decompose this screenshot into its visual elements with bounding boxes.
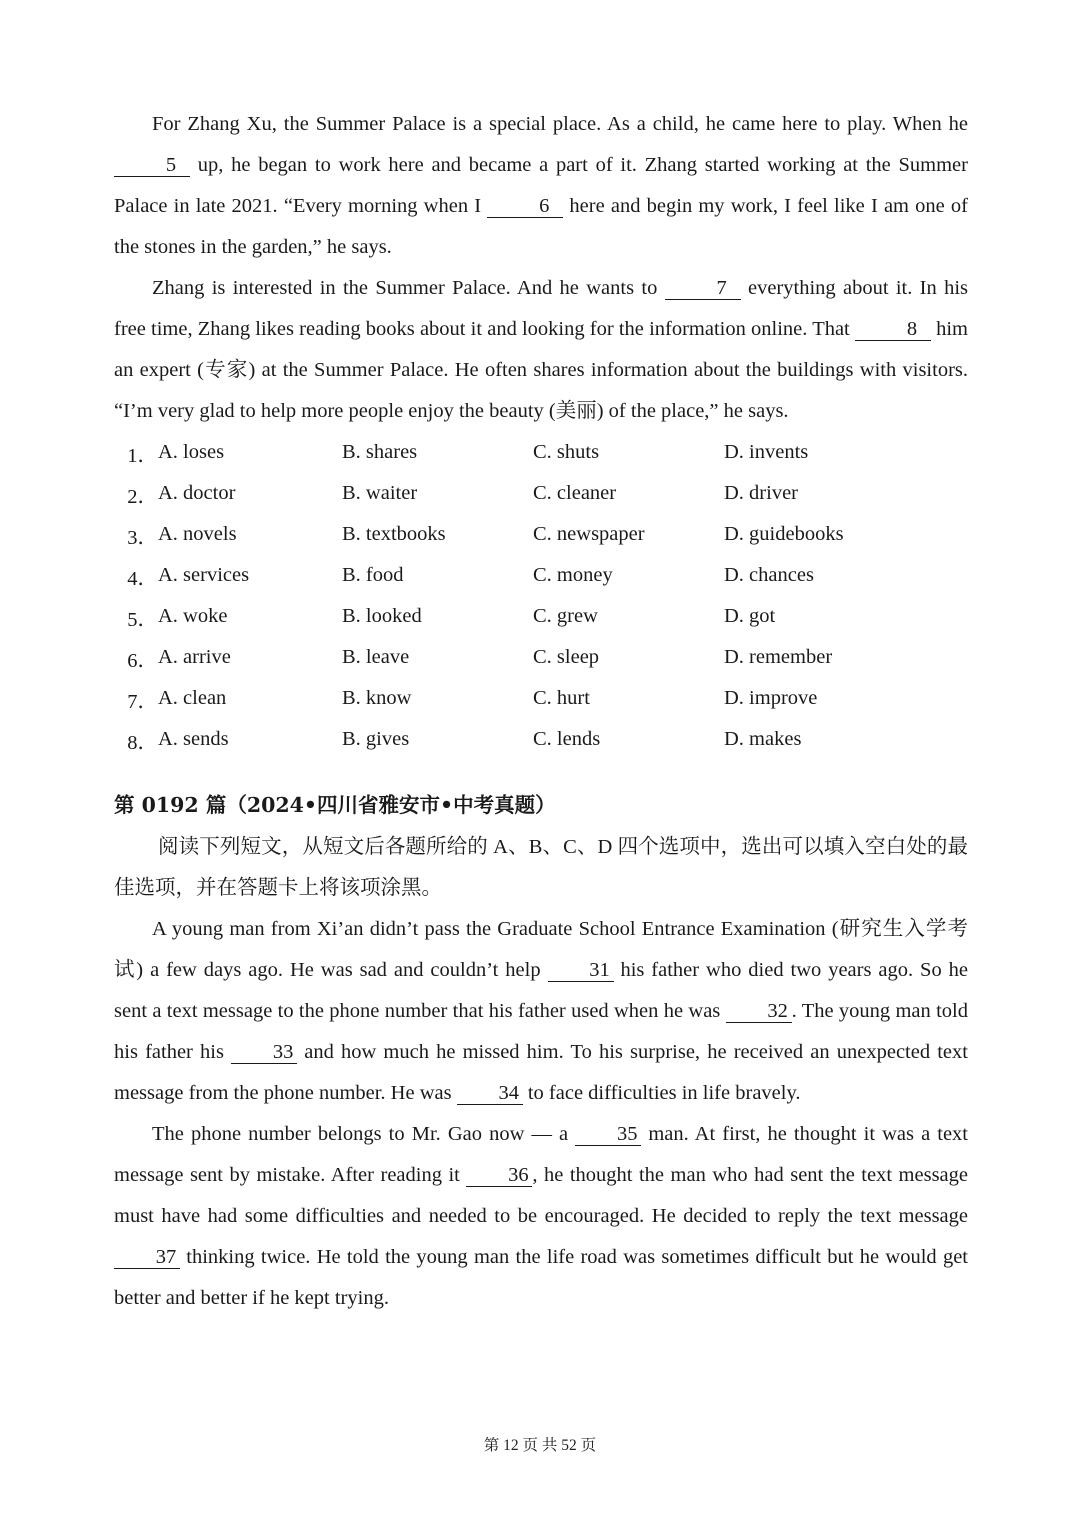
section-instruction: 阅读下列短文，从短文后各题所给的 A、B、C、D 四个选项中，选出可以填入空白处的最佳选项，并在答题卡上将该项涂黑。 bbox=[114, 836, 968, 899]
text-run: everything about it. In his free time, Zhang likes reading books about it and looking for the information online. That bbox=[114, 277, 968, 340]
text-run: man. At first, he thought it was a text message sent by mistake. After reading it bbox=[114, 1123, 968, 1186]
text-run: here and begin my work, I feel like I am one of the stones in the garden,” he says. bbox=[114, 195, 969, 258]
option-c: C. hurt bbox=[533, 687, 590, 709]
option-c: C. cleaner bbox=[533, 482, 617, 504]
question-number: 5． bbox=[127, 608, 158, 631]
blank-35: 35 bbox=[575, 1123, 641, 1146]
option-b: B. looked bbox=[342, 605, 422, 627]
text-run: thinking twice. He told the young man the life road was sometimes difficult but he would get better and better if he kept trying. bbox=[114, 1246, 968, 1309]
blank-5: 5 bbox=[114, 154, 190, 177]
option-d: D. makes bbox=[724, 728, 802, 750]
question-number: 2． bbox=[127, 485, 158, 508]
text-run: and how much he missed him. To his surprise, he received an unexpected text message from the phone number. He was bbox=[114, 1041, 968, 1104]
options-row bbox=[114, 678, 968, 719]
option-c: C. newspaper bbox=[533, 523, 645, 545]
options-row bbox=[114, 596, 968, 637]
option-b: B. gives bbox=[342, 728, 410, 750]
option-b: B. shares bbox=[342, 441, 418, 463]
text-run: . The young man told his father his bbox=[114, 1000, 968, 1063]
question-number: 6． bbox=[127, 649, 158, 672]
option-d: D. invents bbox=[724, 441, 809, 463]
passage2-paragraph1 bbox=[114, 909, 968, 1114]
text-run: For Zhang Xu, the Summer Palace is a special place. As a child, he came here to play. When he bbox=[152, 113, 968, 135]
option-c: C. lends bbox=[533, 728, 601, 750]
option-a: A. doctor bbox=[158, 482, 236, 504]
option-a: A. loses bbox=[158, 441, 225, 463]
page-footer: 第 12 页 共 52 页 bbox=[483, 1437, 597, 1454]
option-d: D. guidebooks bbox=[724, 523, 844, 545]
option-a: A. sends bbox=[158, 728, 229, 750]
blank-31: 31 bbox=[548, 959, 614, 982]
options-list bbox=[114, 432, 968, 760]
option-b: B. food bbox=[342, 564, 404, 586]
blank-8: 8 bbox=[855, 318, 931, 341]
option-d: D. chances bbox=[724, 564, 814, 586]
question-number: 1． bbox=[127, 444, 158, 467]
blank-7: 7 bbox=[665, 277, 741, 300]
passage2-paragraph2 bbox=[114, 1114, 968, 1319]
blank-34: 34 bbox=[457, 1082, 523, 1105]
blank-37: 37 bbox=[114, 1246, 180, 1269]
text-run: to face difficulties in life bravely. bbox=[522, 1082, 801, 1104]
option-d: D. remember bbox=[724, 646, 833, 668]
blank-6: 6 bbox=[487, 195, 563, 218]
option-a: A. services bbox=[158, 564, 250, 586]
option-b: B. know bbox=[342, 687, 412, 709]
question-number: 7． bbox=[127, 690, 158, 713]
text-run: The phone number belongs to Mr. Gao now — a bbox=[152, 1123, 576, 1145]
question-number: 8． bbox=[127, 731, 158, 754]
option-d: D. got bbox=[724, 605, 776, 627]
option-a: A. novels bbox=[158, 523, 237, 545]
text-run: his father who died two years ago. So he sent a text message to the phone number that his father used when he was bbox=[114, 959, 968, 1022]
option-b: B. leave bbox=[342, 646, 410, 668]
blank-32: 32 bbox=[726, 1000, 792, 1023]
blank-36: 36 bbox=[466, 1164, 532, 1187]
text-run: A young man from Xi’an didn’t pass the Graduate School Entrance Examination (研究生入学考试) a few days ago. He was sad and couldn’t help bbox=[114, 918, 968, 981]
option-c: C. grew bbox=[533, 605, 598, 627]
blank-33: 33 bbox=[231, 1041, 297, 1064]
question-number: 3． bbox=[127, 526, 158, 549]
options-row bbox=[114, 719, 968, 760]
option-c: C. shuts bbox=[533, 441, 600, 463]
options-row bbox=[114, 432, 968, 473]
text-run: up, he began to work here and became a part of it. Zhang started working at the Summer Palace in late 2021. “Every morning when I bbox=[114, 154, 968, 217]
question-number: 4． bbox=[127, 567, 158, 590]
options-row bbox=[114, 473, 968, 514]
document-page bbox=[114, 104, 968, 1319]
text-run: Zhang is interested in the Summer Palace. And he wants to bbox=[152, 277, 665, 299]
option-c: C. money bbox=[533, 564, 613, 586]
option-b: B. textbooks bbox=[342, 523, 446, 545]
option-a: A. woke bbox=[158, 605, 228, 627]
option-c: C. sleep bbox=[533, 646, 600, 668]
options-row bbox=[114, 637, 968, 678]
option-d: D. improve bbox=[724, 687, 818, 709]
options-row bbox=[114, 555, 968, 596]
passage1-paragraph1 bbox=[114, 104, 968, 268]
text-run: , he thought the man who had sent the text message must have had some difficulties and needed to be encouraged. He decided to reply the text message bbox=[114, 1164, 968, 1227]
section-title: 第 0192 篇（2024•四川省雅安市•中考真题） bbox=[114, 793, 556, 817]
text-run: him an expert (专家) at the Summer Palace. He often shares information about the buildings with visitors. “I’m very glad to help more people enjoy the beauty (美丽) of the place,” he says. bbox=[114, 318, 968, 422]
option-a: A. arrive bbox=[158, 646, 231, 668]
option-a: A. clean bbox=[158, 687, 227, 709]
options-row bbox=[114, 514, 968, 555]
option-b: B. waiter bbox=[342, 482, 418, 504]
passage1-paragraph2 bbox=[114, 268, 968, 432]
option-d: D. driver bbox=[724, 482, 799, 504]
